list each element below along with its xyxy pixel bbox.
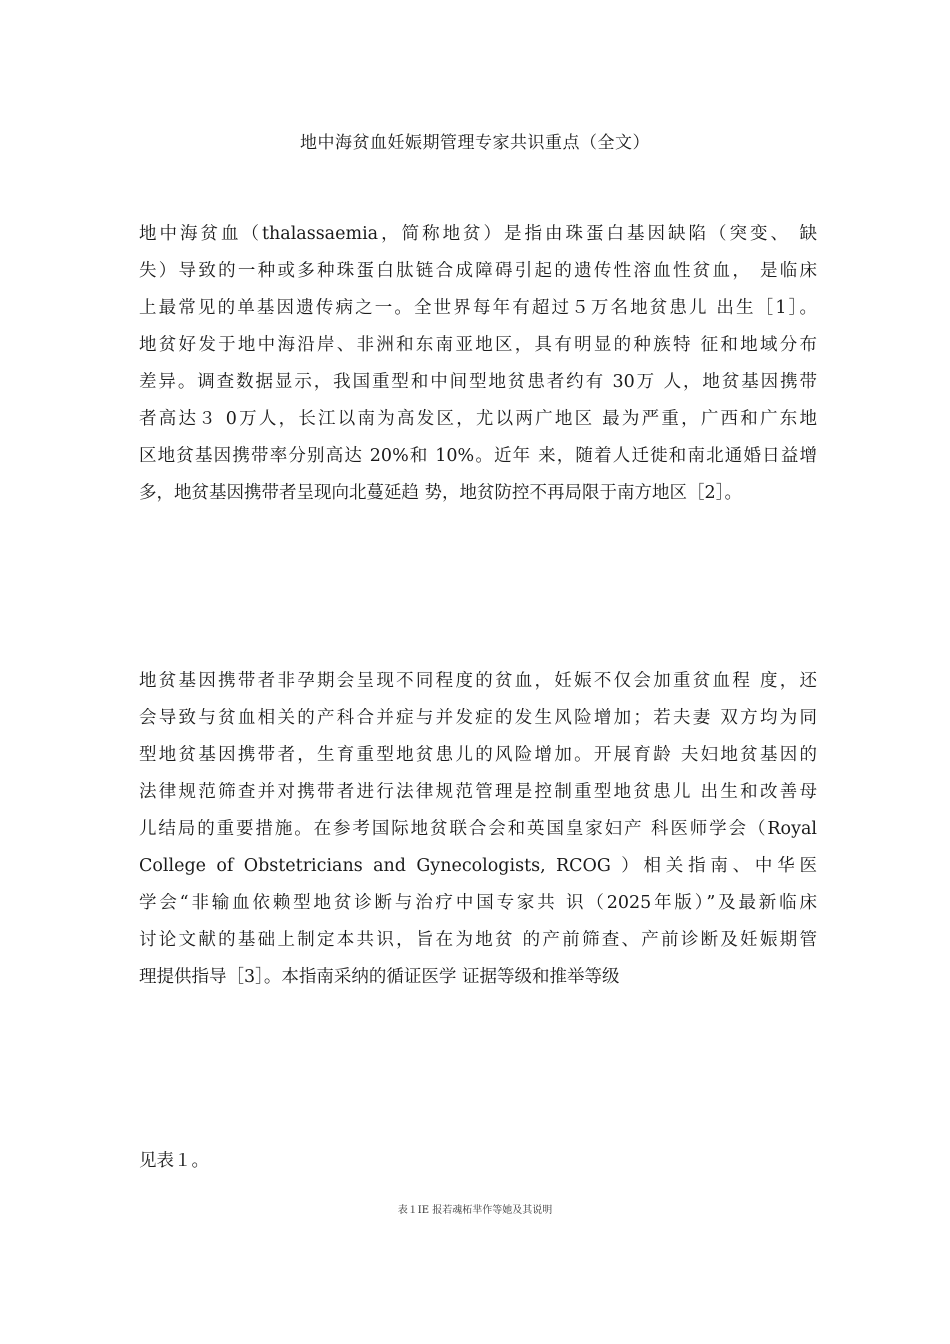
table-caption: 表１IE 报若魂柘芈作等她及其说明 bbox=[397, 1205, 553, 1216]
text-line: 学会“非输血依赖型地贫诊断与治疗中国专家共 识（2025年版）”及最新临床 bbox=[139, 893, 817, 913]
text-line: 者高达３ 0万人，长江以南为高发区，尤以两广地区 最为严重，广西和广东地 bbox=[139, 409, 817, 429]
text-line: 多，地贫基因携带者呈现向北蔓延趋 势，地贫防控不再局限于南方地区［2］。 bbox=[139, 483, 742, 503]
text-line: 区地贫基因携带率分别高达 20%和 10%。近年 来，随着人迁徙和南北通婚日益增 bbox=[139, 446, 817, 466]
text-line: 上最常见的单基因遗传病之一。全世界每年有超过５万名地贫患儿 出生［1］。 bbox=[139, 298, 817, 318]
text-line: 失）导致的一种或多种珠蛋白肽链合成障碍引起的遗传性溶血性贫血， 是临床 bbox=[139, 261, 817, 281]
text-line: 地中海贫血（thalassaemia，简称地贫）是指由珠蛋白基因缺陷（突变、 缺 bbox=[139, 224, 817, 244]
text-line: 地贫好发于地中海沿岸、非洲和东南亚地区，具有明显的种族特 征和地域分布 bbox=[139, 335, 817, 355]
text-line: 法律规范筛查并对携带者进行法律规范管理是控制重型地贫患儿 出生和改善母 bbox=[139, 782, 817, 802]
text-line: 差异。调查数据显示，我国重型和中间型地贫患者约有 30万 人，地贫基因携带 bbox=[139, 372, 817, 392]
document-title: 地中海贫血妊娠期管理专家共识重点（全文） bbox=[300, 133, 650, 153]
text-line: College of Obstetricians and Gynecologists, RCOG ）相关指南、中华医 bbox=[139, 856, 817, 876]
text-line: 儿结局的重要措施。在参考国际地贫联合会和英国皇家妇产 科医师学会（Royal bbox=[139, 819, 817, 839]
paragraph-intro bbox=[139, 216, 817, 512]
text-line: 讨论文献的基础上制定本共识，旨在为地贫 的产前筛查、产前诊断及妊娠期管 bbox=[139, 930, 817, 950]
text-line: 会导致与贫血相关的产科合并症与并发症的发生风险增加；若夫妻 双方均为同 bbox=[139, 708, 817, 728]
text-line: 地贫基因携带者非孕期会呈现不同程度的贫血，妊娠不仅会加重贫血程 度，还 bbox=[139, 671, 817, 691]
text-line: 型地贫基因携带者，生育重型地贫患儿的风险增加。开展育龄 夫妇地贫基因的 bbox=[139, 745, 817, 765]
paragraph-carriers bbox=[139, 663, 817, 996]
see-table-reference: 见表１。 bbox=[139, 1151, 209, 1171]
text-line: 理提供指导［3］。本指南采纳的循证医学 证据等级和推举等级 bbox=[139, 967, 620, 987]
